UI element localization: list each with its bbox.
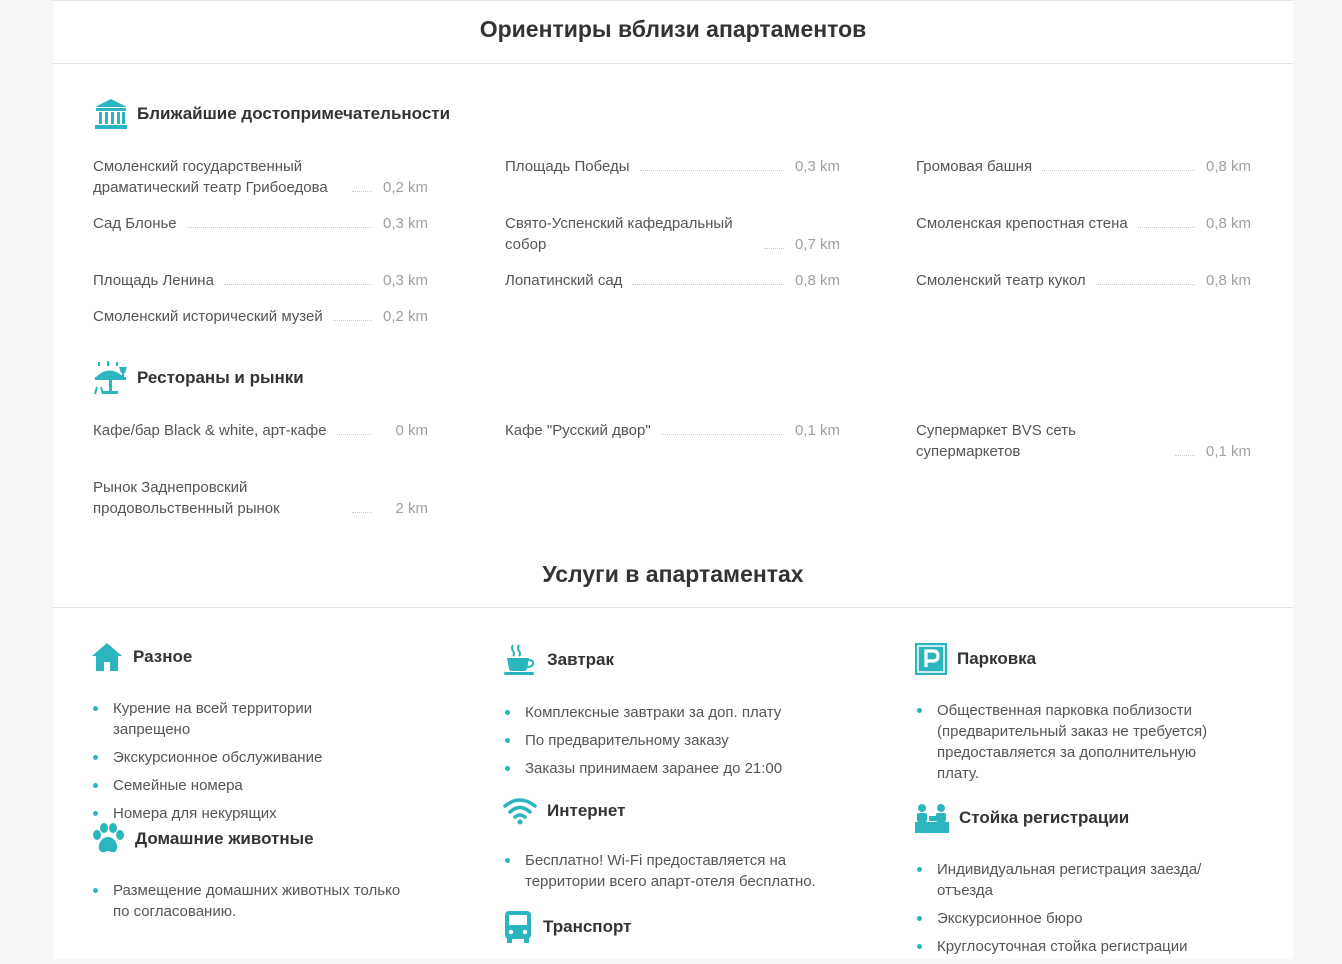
- landmark-distance: 0,1 km: [794, 422, 840, 439]
- service-transport-title: Транспорт: [543, 917, 632, 936]
- landmark-name: Смоленская крепостная стена: [916, 215, 1128, 232]
- service-item: Бесплатно! Wi-Fi предоставляется на территории всего апарт-отеля бесплатно.: [505, 850, 835, 892]
- landmarks-title: Ориентиры вблизи апартаментов: [479, 16, 867, 42]
- landmark-name: Громовая башня: [916, 158, 1033, 175]
- museum-icon: [93, 98, 129, 130]
- service-item: Круглосуточная стойка регистрации: [917, 936, 1217, 957]
- service-pets-list: [93, 880, 413, 929]
- service-parking-header: [915, 643, 1036, 675]
- landmark-distance: 0,8 km: [1205, 158, 1251, 175]
- landmark-item: [93, 213, 428, 234]
- service-item: Экскурсионное бюро: [917, 908, 1217, 929]
- landmark-name: Кафе "Русский двор": [505, 422, 651, 439]
- landmark-item: [916, 213, 1251, 234]
- house-icon: [91, 642, 123, 672]
- service-breakfast-list: [505, 702, 805, 786]
- service-pets-header: [91, 823, 314, 855]
- landmark-name: Площадь Ленина: [93, 272, 214, 289]
- category-sights-header: [93, 98, 450, 130]
- service-internet-list: [505, 850, 835, 899]
- leader-dots: [1175, 455, 1195, 456]
- landmark-distance: 2 km: [395, 500, 428, 517]
- landmark-name: Рынок Заднепровский продовольственный рынок: [93, 479, 280, 517]
- landmark-distance: 0,8 km: [1205, 215, 1251, 232]
- service-item: Семейные номера: [93, 775, 393, 796]
- leader-dots: [352, 191, 372, 192]
- landmark-distance: 0,8 km: [1205, 272, 1251, 289]
- services-title: Услуги в апартаментах: [542, 561, 804, 587]
- service-reception-list: [917, 859, 1217, 964]
- coffee-cup-icon: [503, 644, 537, 676]
- landmark-item: [93, 306, 428, 327]
- leader-dots: [661, 434, 784, 435]
- bus-icon: [503, 910, 533, 944]
- landmark-item: [916, 420, 1251, 462]
- leader-dots: [1042, 170, 1195, 171]
- service-item: Номера для некурящих: [93, 803, 393, 824]
- landmark-item: [93, 156, 428, 198]
- leader-dots: [632, 284, 784, 285]
- leader-dots: [187, 227, 372, 228]
- landmark-item: [505, 213, 840, 255]
- leader-dots: [352, 512, 372, 513]
- landmark-item: [916, 270, 1251, 291]
- landmark-name: Свято-Успенский кафедральный собор: [505, 215, 733, 253]
- landmark-name: Смоленский государственный драматический театр Грибоедова: [93, 158, 328, 196]
- landmark-name: Лопатинский сад: [505, 272, 623, 289]
- service-misc-title: Разное: [133, 647, 193, 666]
- landmark-distance: 0,3 km: [382, 272, 428, 289]
- paw-icon: [91, 823, 125, 855]
- landmark-name: Смоленский театр кукол: [916, 272, 1086, 289]
- service-transport-header: [503, 910, 631, 944]
- leader-dots: [764, 248, 784, 249]
- content-card: [53, 0, 1293, 959]
- landmark-distance: 0,3 km: [382, 215, 428, 232]
- landmark-item: [93, 420, 428, 441]
- leader-dots: [1096, 284, 1195, 285]
- category-sights-title: Ближайшие достопримечательности: [137, 104, 451, 123]
- leader-dots: [333, 320, 372, 321]
- landmark-distance: 0,3 km: [794, 158, 840, 175]
- landmarks-divider: [53, 63, 1293, 64]
- landmark-item: [93, 477, 428, 519]
- service-item: По предварительному заказу: [505, 730, 805, 751]
- service-misc-list: [93, 698, 393, 831]
- service-item: Курение на всей территории запрещено: [93, 698, 393, 740]
- service-reception-title: Стойка регистрации: [959, 808, 1130, 827]
- landmark-item: [916, 156, 1251, 177]
- wifi-icon: [503, 797, 537, 825]
- landmark-item: [93, 270, 428, 291]
- landmark-name: Сад Блонье: [93, 215, 177, 232]
- landmark-distance: 0,1 km: [1205, 443, 1251, 460]
- service-parking-title: Парковка: [957, 649, 1037, 668]
- landmark-distance: 0 km: [395, 422, 428, 439]
- landmark-distance: 0,2 km: [382, 179, 428, 196]
- landmark-name: Площадь Победы: [505, 158, 630, 175]
- top-border: [53, 0, 1293, 1]
- service-breakfast-header: [503, 644, 614, 676]
- leader-dots: [224, 284, 372, 285]
- service-item: Комплексные завтраки за доп. плату: [505, 702, 805, 723]
- landmark-name: Кафе/бар Black & white, арт-кафе: [93, 422, 327, 439]
- leader-dots: [337, 434, 372, 435]
- service-item: Размещение домашних животных только по согласованию.: [93, 880, 413, 922]
- service-item: Экскурсионное обслуживание: [93, 747, 393, 768]
- service-pets-title: Домашние животные: [135, 829, 314, 848]
- service-internet-header: [503, 797, 625, 825]
- service-reception-header: [915, 803, 1129, 833]
- landmark-item: [505, 156, 840, 177]
- services-divider: [53, 607, 1293, 608]
- restaurant-icon: [93, 361, 129, 395]
- service-item: Заказы принимаем заранее до 21:00: [505, 758, 805, 779]
- landmark-name: Смоленский исторический музей: [93, 308, 323, 325]
- parking-icon: [915, 643, 947, 675]
- reception-desk-icon: [915, 803, 949, 833]
- service-breakfast-title: Завтрак: [547, 650, 615, 669]
- landmark-distance: 0,8 km: [794, 272, 840, 289]
- service-parking-list: [917, 700, 1217, 791]
- service-item: Общественная парковка поблизости (предварительный заказ не требуется) предоставляется за дополнительную плату.: [917, 700, 1217, 784]
- landmark-distance: 0,7 km: [794, 236, 840, 253]
- landmark-distance: 0,2 km: [382, 308, 428, 325]
- leader-dots: [640, 170, 784, 171]
- landmark-item: [505, 420, 840, 441]
- category-restaurants-header: [93, 361, 304, 395]
- landmark-name: Супермаркет BVS сеть супермаркетов: [916, 422, 1076, 460]
- service-item: Индивидуальная регистрация заезда/отъезда: [917, 859, 1217, 901]
- leader-dots: [1138, 227, 1195, 228]
- category-restaurants-title: Рестораны и рынки: [137, 368, 304, 387]
- service-internet-title: Интернет: [547, 801, 626, 820]
- landmark-item: [505, 270, 840, 291]
- service-misc-header: [91, 642, 192, 672]
